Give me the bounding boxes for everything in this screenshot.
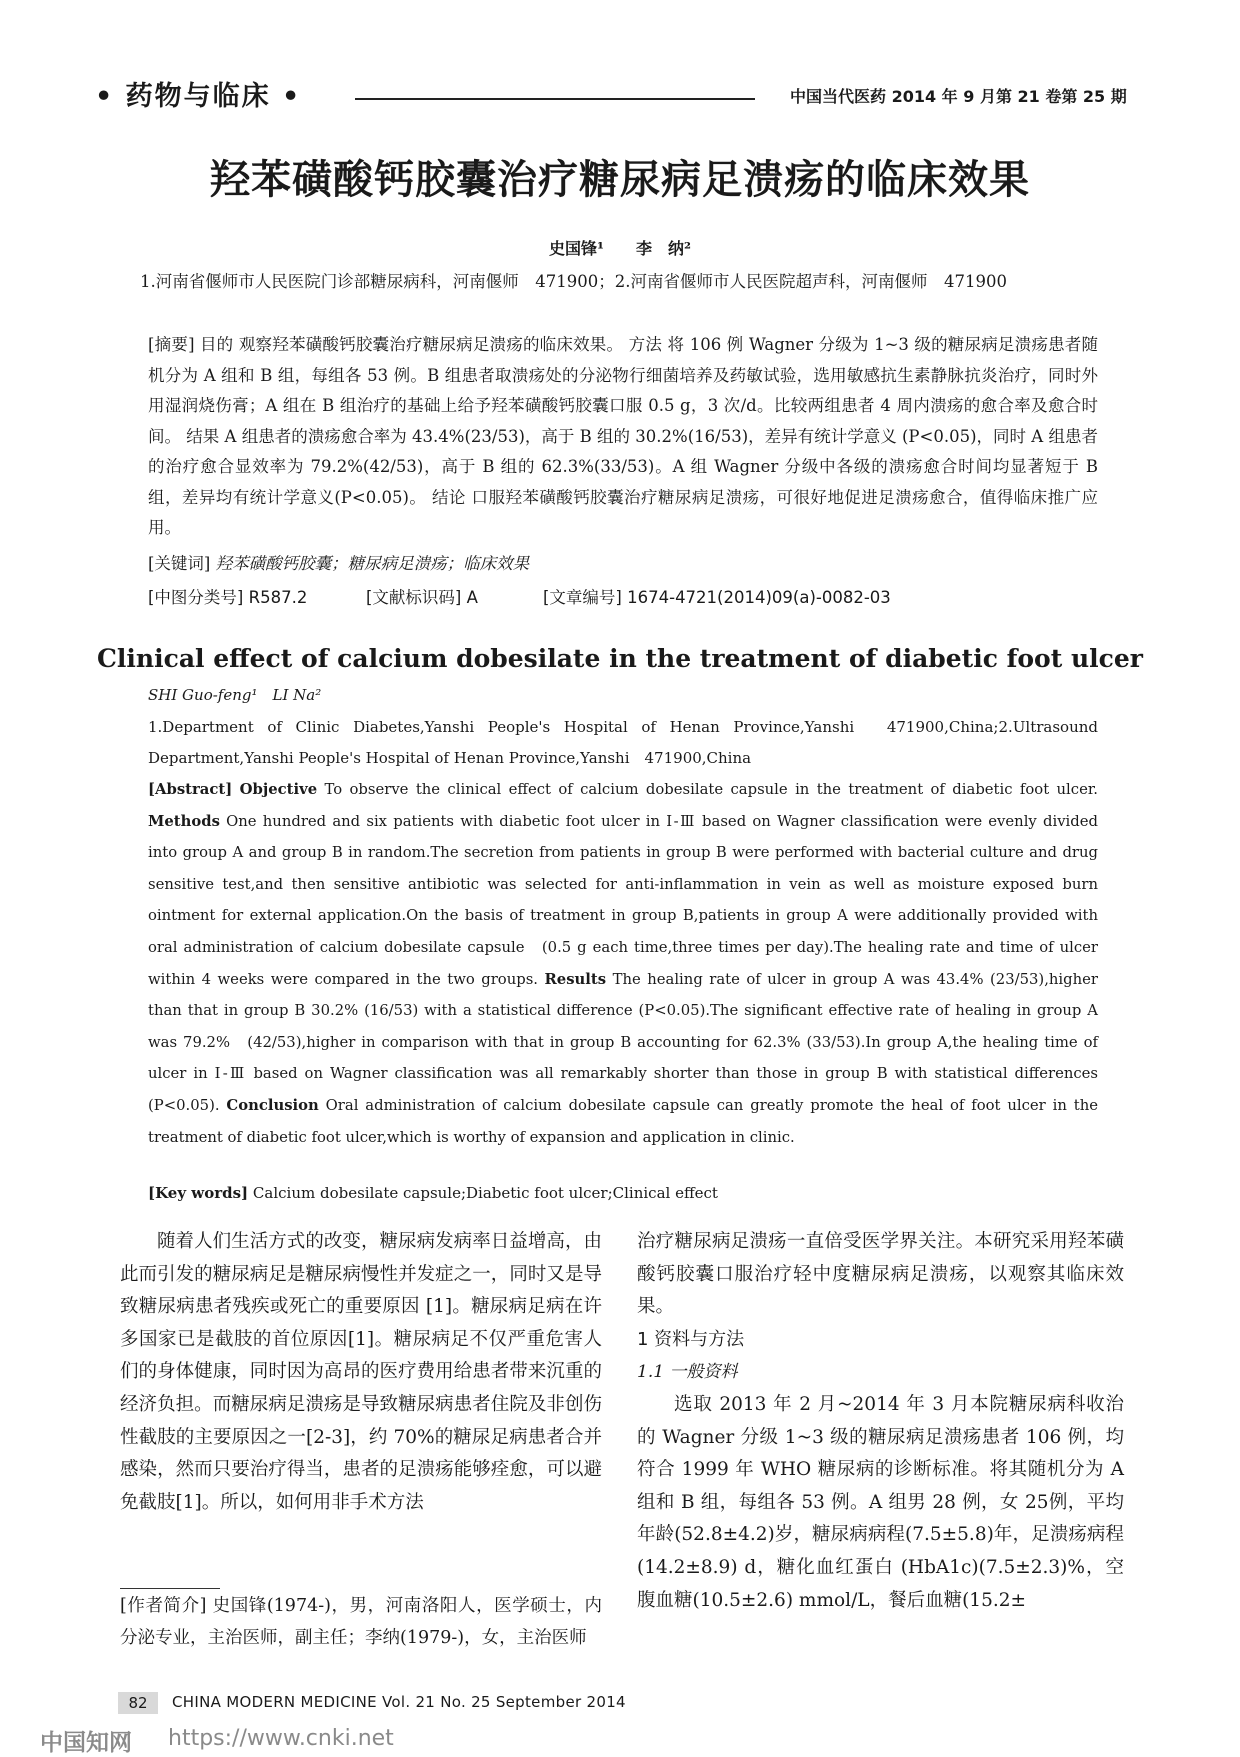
authors-chinese: 史国锋¹ 李 纳² <box>548 239 692 258</box>
intro-paragraph-cont: 治疗糖尿病足溃疡一直倍受医学界关注。本研究采用羟苯磺酸钙胶囊口服治疗轻中度糖尿病足溃疡，以观察其临床效果。 <box>637 1231 1124 1318</box>
cnki-url[interactable]: https://www.cnki.net <box>168 1726 394 1751</box>
journal-info: 中国当代医药 2014 年 9 月第 21 卷第 25 期 <box>790 87 1127 106</box>
body-right-column <box>637 1226 1124 1617</box>
page-number: 82 <box>118 1692 158 1714</box>
document-code: [文献标识码] A <box>366 588 478 607</box>
keywords-chinese <box>148 550 1098 574</box>
authors-english: SHI Guo-feng¹ LI Na² <box>148 686 322 704</box>
objective-label: Objective <box>239 781 318 798</box>
results-label: Results <box>544 970 607 988</box>
author-bio: [作者简介] 史国锋(1974-)，男，河南洛阳人，医学硕士，内分泌专业，主治医师，副主任；李纳(1979-)，女，主治医师 <box>120 1596 602 1648</box>
results-text: The healing rate of ulcer in group A was 43.4% (23/53),higher than that in group B 30.2% (16/53) with a statistical difference (P<0.05).The significant effective rate of healing in group A was 79.2% (42/53),higher in comparison with that in group B accounting for 62.3% (33/53).In group A,the healing time of ulcer in Ⅰ-Ⅲ based on Wagner classification was all remarkably shorter than those in group B with statistical differences (P<0.05). <box>148 970 1113 1114</box>
conclusion-text: Oral administration of calcium dobesilate capsule can greatly promote the heal of foot ulcer in the treatment of diabetic foot ulcer,which is worthy of expansion and application in clinic. <box>148 1096 1098 1146</box>
affiliation-english: 1.Department of Clinic Diabetes,Yanshi People's Hospital of Henan Province,Yanshi 471900,China;2.Ultrasound Department,Yanshi People's Hospital of Henan Province,Yanshi 471900,China <box>148 718 1098 767</box>
keywords-text: 羟苯磺酸钙胶囊；糖尿病足溃疡；临床效果 <box>215 554 530 573</box>
abstract-english <box>148 774 1113 1153</box>
article-number: [文章编号] 1674-4721(2014)09(a)-0082-03 <box>543 588 891 607</box>
bio-rule <box>120 1588 220 1589</box>
keywords-english <box>148 1184 1098 1202</box>
body-left-column <box>120 1226 602 1519</box>
clc-number: [中图分类号] R587.2 <box>148 588 308 607</box>
intro-paragraph: 随着人们生活方式的改变，糖尿病发病率日益增高，由此而引发的糖尿病足是糖尿病慢性并发症之一，同时又是导致糖尿病患者残疾或死亡的重要原因 [1]。糖尿病足病在许多国家已是截肢的首位原因[1]。糖尿病足不仅严重危害人们的身体健康，同时因为高昂的医疗费用给患者带来沉重的经济负担。而糖尿病足溃疡是导致糖尿病患者住院及非创伤性截肢的主要原因之一[2-3]，约 70%的糖尿足病患者合并感染，然而只要治疗得当，患者的足溃疡能够痊愈，可以避免截肢[1]。所以，如何用非手术方法 <box>120 1231 602 1513</box>
methods-text: One hundred and six patients with diabetic foot ulcer in Ⅰ-Ⅲ based on Wagner classification were evenly divided into group A and group B in random.The secretion from patients in group B were performed with bacterial culture and drug sensitive test,and then sensitive antibiotic was selected for anti-inflammation in vein as well as moisture exposed burn ointment for external application.On the basis of treatment in group B,patients in group A were additionally provided with oral administration of calcium dobesilate capsule (0.5 g each time,three times per day).The healing rate and time of ulcer within 4 weeks were compared in the two groups. <box>148 812 1098 988</box>
conclusion-label: Conclusion <box>226 1096 319 1114</box>
methods-label: Methods <box>148 812 220 830</box>
header-rule <box>355 98 755 100</box>
footer-journal: CHINA MODERN MEDICINE Vol. 21 No. 25 September 2014 <box>172 1693 626 1711</box>
title-chinese: 羟苯磺酸钙胶囊治疗糖尿病足溃疡的临床效果 <box>210 157 1030 203</box>
title-english: Clinical effect of calcium dobesilate in the treatment of diabetic foot ulcer <box>97 644 1143 673</box>
cnki-logo: 中国知网 <box>40 1730 132 1756</box>
methods-paragraph: 选取 2013 年 2 月~2014 年 3 月本院糖尿病科收治的 Wagner 分级 1~3 级的糖尿病足溃疡患者 106 例，均符合 1999 年 WHO 糖尿病的诊断标准。将其随机分为 A 组和 B 组，每组各 53 例。A 组男 28 例，女 25例，平均年龄(52.8±4.2)岁，糖尿病病程(7.5±5.8)年，足溃疡病程 (14.2±8.9) d，糖化血红蛋白 (HbA1c)(7.5±2.3)%，空腹血糖(10.5±2.6) mmol/L，餐后血糖(15.2± <box>637 1393 1124 1611</box>
abstract-chinese: [摘要] 目的 观察羟苯磺酸钙胶囊治疗糖尿病足溃疡的临床效果。 方法 将 106 例 Wagner 分级为 1~3 级的糖尿病足溃疡患者随机分为 A 组和 B 组，每组各 53 例。B 组患者取溃疡处的分泌物行细菌培养及药敏试验，选用敏感抗生素静脉抗炎治疗，同时外用湿润烧伤膏；A 组在 B 组治疗的基础上给予羟苯磺酸钙胶囊口服 0.5 g，3 次/d。比较两组患者 4 周内溃疡的愈合率及愈合时间。 结果 A 组患者的溃疡愈合率为 43.4%(23/53)，高于 B 组的 30.2%(16/53)，差异有统计学意义 (P<0.05)，同时 A 组患者的治疗愈合显效率为 79.2%(42/53)，高于 B 组的 62.3%(33/53)。A 组 Wagner 分级中各级的溃疡愈合时间均显著短于 B 组，差异均有统计学意义(P<0.05)。 结论 口服羟苯磺酸钙胶囊治疗糖尿病足溃疡，可很好地促进足溃疡愈合，值得临床推广应用。 <box>148 335 1098 537</box>
abstract-label: [Abstract] <box>148 781 233 798</box>
keywords-en-text: Calcium dobesilate capsule;Diabetic foot ulcer;Clinical effect <box>248 1184 718 1202</box>
section-label: • 药物与临床 • <box>95 81 302 112</box>
objective-text: To observe the clinical effect of calcium dobesilate capsule in the treatment of diabetic foot ulcer. <box>317 781 1098 798</box>
section-heading: 1 资料与方法 <box>637 1328 745 1350</box>
affiliation-chinese: 1.河南省偃师市人民医院门诊部糖尿病科，河南偃师 471900；2.河南省偃师市人民医院超声科，河南偃师 471900 <box>140 272 1007 291</box>
keywords-label: [关键词] <box>148 554 211 573</box>
keywords-en-label: [Key words] <box>148 1184 249 1202</box>
subsection-heading: 1.1 一般资料 <box>637 1362 738 1383</box>
